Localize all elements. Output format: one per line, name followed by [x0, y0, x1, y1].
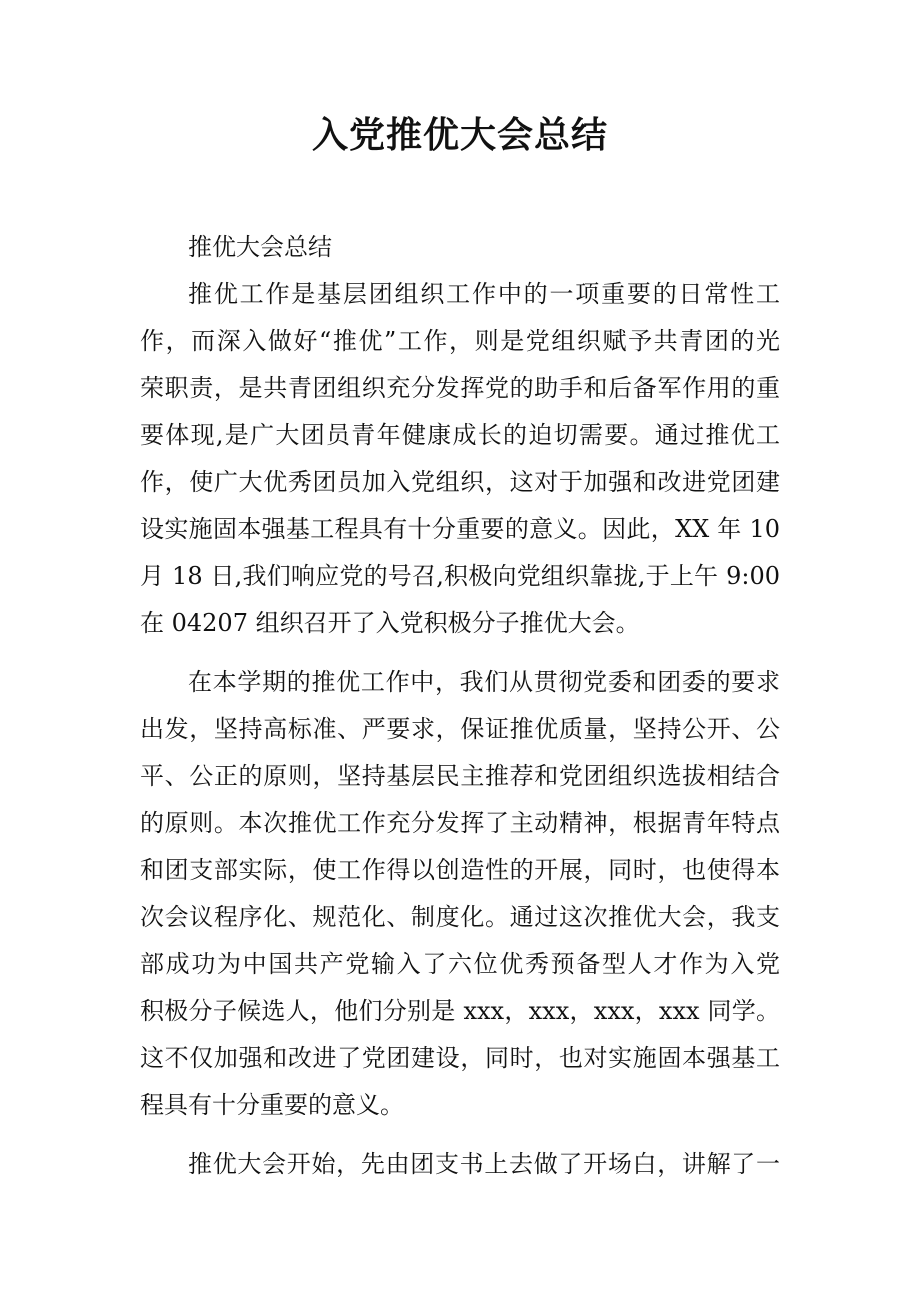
paragraph-1: [140, 271, 780, 647]
text-line: 在本学期的推优工作中，我们从贯彻党委和团委的要求: [188, 668, 780, 696]
text-line: 推优大会开始，先由团支书上去做了开场白，讲解了一: [188, 1150, 780, 1178]
text-line: 作，而深入做好“推优”工作，则是党组织赋予共青团的光: [140, 327, 780, 355]
subtitle-paragraph: [140, 224, 780, 271]
text-line: 的原则。本次推优工作充分发挥了主动精神，根据青年特点: [140, 809, 780, 837]
text-line: 和团支部实际，使工作得以创造性的开展，同时，也使得本: [140, 856, 780, 884]
text-line: 程具有十分重要的意义。: [140, 1091, 404, 1119]
text-line: 要体现,是广大团员青年健康成长的迫切需要。通过推优工: [140, 421, 780, 449]
text-line: 积极分子候选人，他们分别是 xxx，xxx，xxx，xxx 同学。: [140, 997, 780, 1025]
text-line: 在 04207 组织召开了入党积极分子推优大会。: [140, 609, 640, 637]
text-line: 月 18 日,我们响应党的号召,积极向党组织靠拢,于上午 9:00: [140, 562, 780, 590]
text-line: 这不仅加强和改进了党团建设，同时，也对实施固本强基工: [140, 1044, 780, 1072]
text-line: 推优工作是基层团组织工作中的一项重要的日常性工: [188, 280, 780, 308]
text-line: 次会议程序化、规范化、制度化。通过这次推优大会，我支: [140, 903, 780, 931]
document-title: 入党推优大会总结: [311, 115, 608, 156]
paragraph-2: [140, 659, 780, 1129]
subtitle: 推优大会总结: [188, 233, 332, 261]
text-line: 平、公正的原则，坚持基层民主推荐和党团组织选拔相结合: [140, 762, 780, 790]
text-line: 作，使广大优秀团员加入党组织，这对于加强和改进党团建: [140, 468, 780, 496]
text-line: 设实施固本强基工程具有十分重要的意义。因此，XX 年 10: [140, 515, 780, 543]
text-line: 出发，坚持高标准、严要求，保证推优质量，坚持公开、公: [140, 715, 780, 743]
text-line: 部成功为中国共产党输入了六位优秀预备型人才作为入党: [140, 950, 780, 978]
paragraph-3: [140, 1141, 780, 1188]
document-body: [140, 224, 780, 1188]
text-line: 荣职责，是共青团组织充分发挥党的助手和后备军作用的重: [140, 374, 780, 402]
